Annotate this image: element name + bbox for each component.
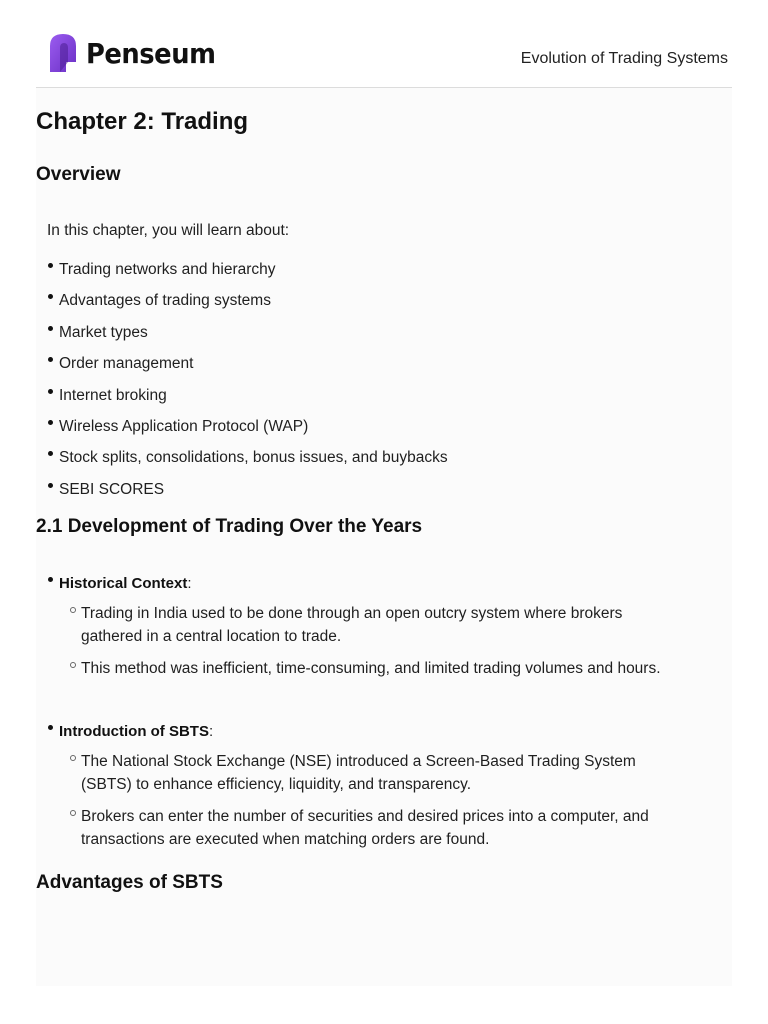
sub-list [69, 602, 707, 680]
sub-list-item: This method was inefficient, time-consuming, and limited trading volumes and hours. [69, 657, 679, 680]
sub-list-item: The National Stock Exchange (NSE) introduced a Screen-Based Trading System (SBTS) to enhance efficiency, liquidity, and transparency. [69, 750, 679, 796]
page-header [36, 28, 732, 88]
intro-text: In this chapter, you will learn about: [47, 222, 290, 239]
topics-list [47, 258, 448, 509]
list-item: Order management [47, 352, 448, 383]
list-item [47, 572, 707, 596]
list-item: Internet broking [47, 384, 448, 415]
list-item: Stock splits, consolidations, bonus issues, and buybacks [47, 446, 448, 477]
list-item: Wireless Application Protocol (WAP) [47, 415, 448, 446]
brand-name: Penseum [86, 36, 216, 70]
advantages-heading: Advantages of SBTS [36, 872, 223, 893]
bold-label: Historical Context [59, 575, 188, 592]
sub-list [69, 750, 707, 851]
section-2-1-heading: 2.1 Development of Trading Over the Years [36, 516, 423, 537]
historical-context-block [47, 572, 707, 689]
sub-list-item: Trading in India used to be done through an open outcry system where brokers gathered in a central location to trade. [69, 602, 679, 648]
sub-list-item: Brokers can enter the number of securities and desired prices into a computer, and transactions are executed when matching orders are found. [69, 805, 679, 851]
label-suffix: : [187, 575, 192, 592]
penseum-logo-icon [48, 32, 78, 74]
label-suffix: : [208, 723, 214, 740]
brand-logo[interactable] [48, 30, 227, 76]
list-item: Market types [47, 321, 448, 352]
overview-heading: Overview [36, 164, 121, 185]
list-item [47, 720, 707, 744]
document-body [36, 88, 732, 986]
bold-label: Introduction of SBTS [59, 723, 209, 740]
list-item: Advantages of trading systems [47, 289, 448, 320]
list-item: Trading networks and hierarchy [47, 258, 448, 289]
chapter-title: Chapter 2: Trading [36, 108, 249, 135]
sbts-intro-block [47, 720, 707, 860]
list-item: SEBI SCORES [47, 478, 448, 509]
document-title: Evolution of Trading Systems [520, 50, 728, 67]
